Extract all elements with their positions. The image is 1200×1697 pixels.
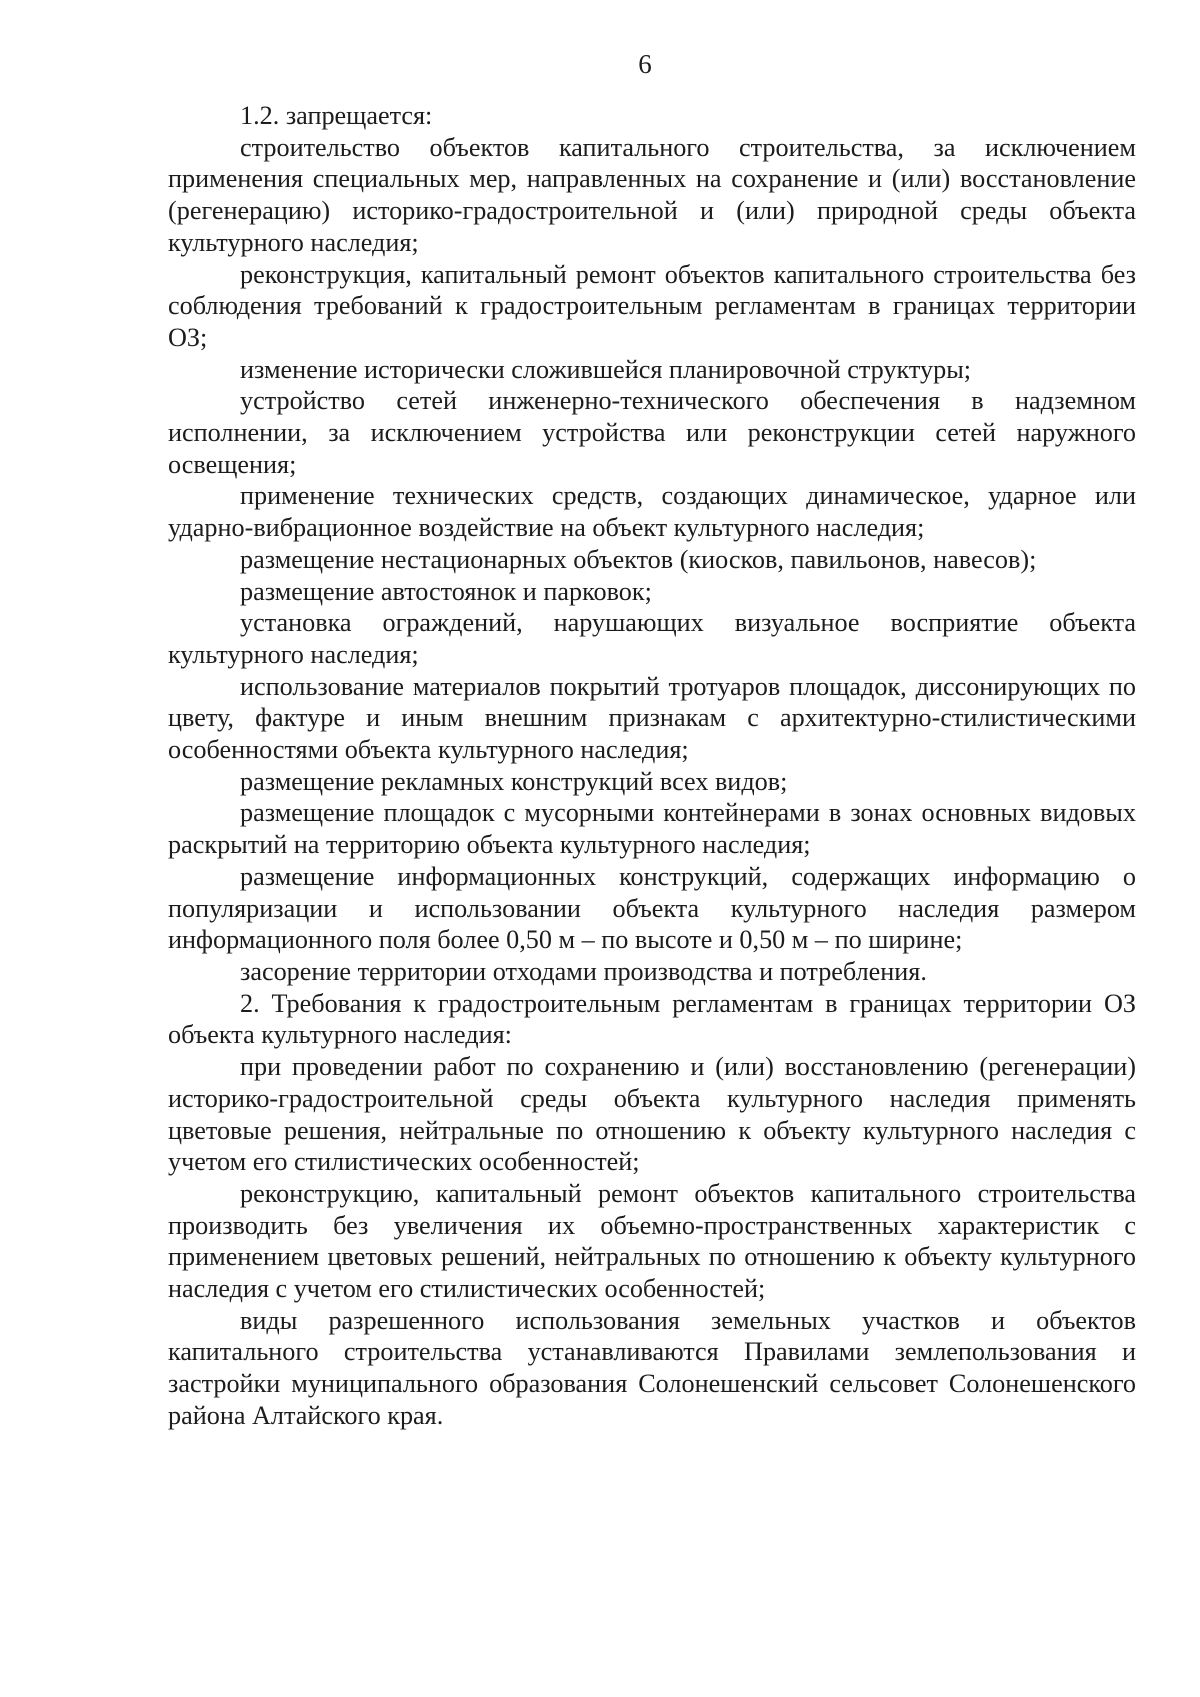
paragraph: устройство сетей инженерно-технического обеспечения в надземном исполнении, за исключением устройства или реконструкции сетей наружного освещения; [168,386,1136,479]
document-body [168,100,1136,1432]
paragraph: использование материалов покрытий тротуаров площадок, диссонирующих по цвету, фактуре и иным внешним признакам с архитектурно-стилистическими особенностями объекта культурного наследия; [168,671,1136,765]
paragraph: размещение рекламных конструкций всех видов; [240,766,788,796]
paragraph: виды разрешенного использования земельных участков и объектов капитального строительства устанавливаются Правилами землепользования и застройки муниципального образования Солонешенский сельсовет Солонешенского района Алтайского края. [168,1305,1136,1430]
paragraph: размещение площадок с мусорными контейнерами в зонах основных видовых раскрытий на территорию объекта культурного наследия; [168,798,1136,860]
paragraph: засорение территории отходами производства и потребления. [240,956,927,986]
section-heading-2: 2. Требования к градостроительным регламентам в границах территории ОЗ объекта культурного наследия: [168,988,1136,1050]
paragraph: реконструкция, капитальный ремонт объектов капитального строительства без соблюдения требований к градостроительным регламентам в границах территории ОЗ; [168,259,1136,352]
paragraph: размещение информационных конструкций, содержащих информацию о популяризации и использовании объекта культурного наследия размером информационного поля более 0,50 м – по высоте и 0,50 м – по ширине; [168,861,1136,955]
paragraph: установка ограждений, нарушающих визуальное восприятие объекта культурного наследия; [168,608,1136,669]
paragraph: применение технических средств, создающих динамическое, ударное или ударно-вибрационное воздействие на объект культурного наследия; [168,481,1136,543]
section-heading-1-2: 1.2. запрещается: [240,101,433,130]
page-number: 6 [638,49,652,79]
paragraph: изменение исторически сложившейся планировочной структуры; [240,354,972,384]
paragraph: размещение автостоянок и парковок; [240,576,652,606]
paragraph: реконструкцию, капитальный ремонт объектов капитального строительства производить без увеличения их объемно-пространственных характеристик с применением цветовых решений, нейтральных по отношению к объекту культурного наследия с учетом его стилистических особенностей; [168,1178,1136,1304]
paragraph: при проведении работ по сохранению и (или) восстановлению (регенерации) историко-градостроительной среды объекта культурного наследия применять цветовые решения, нейтральные по отношению к объекту культурного наследия с учетом его стилистических особенностей; [168,1052,1136,1177]
paragraph: размещение нестационарных объектов (киосков, павильонов, навесов); [240,544,1037,574]
paragraph: строительство объектов капитального строительства, за исключением применения специальных мер, направленных на сохранение и (или) восстановление (регенерацию) историко-градостроительной и (или) природной среды объекта культурного наследия; [168,132,1136,257]
